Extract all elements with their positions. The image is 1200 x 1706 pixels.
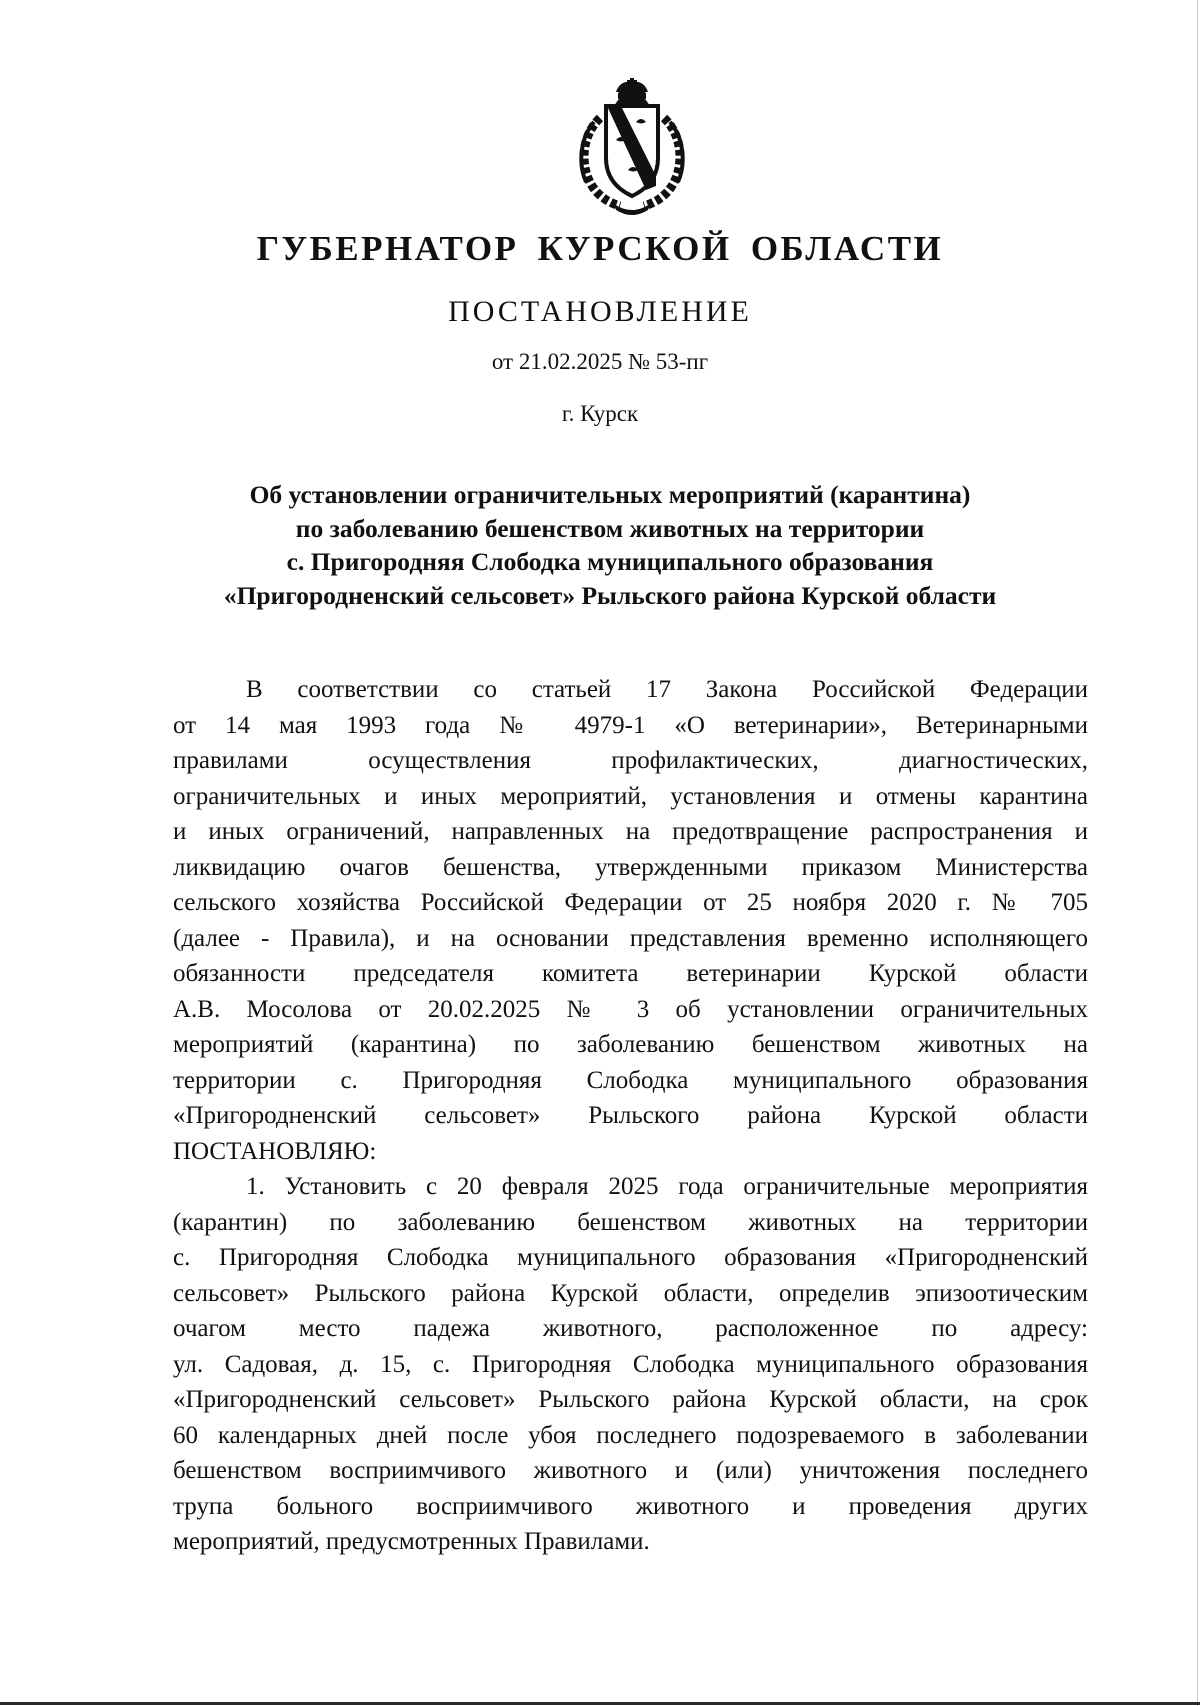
body-line: ул. Садовая, д. 15, с. Пригородняя Слободка муниципального образования bbox=[173, 1350, 1088, 1378]
heading-line: с. Пригородняя Слободка муниципального образования bbox=[286, 547, 934, 576]
body-line-decree: ПОСТАНОВЛЯЮ: bbox=[173, 1137, 377, 1165]
body-line: от 14 мая 1993 года № 4979-1 «О ветеринарии», Ветеринарными bbox=[173, 711, 1088, 739]
body-line: (далее - Правила), и на основании представления временно исполняющего bbox=[173, 924, 1088, 952]
body-line: мероприятий (карантина) по заболеванию бешенством животных на bbox=[173, 1031, 1088, 1058]
body-line: сельсовет» Рыльского района Курской области, определив эпизоотическим bbox=[173, 1279, 1088, 1307]
document-number: от 21.02.2025 № 53-пг bbox=[491, 349, 709, 374]
body-line: А.В. Мосолова от 20.02.2025 № 3 об установлении ограничительных bbox=[173, 995, 1088, 1023]
body-line: В соответствии со статьей 17 Закона Российской Федерации bbox=[246, 676, 1088, 703]
document-type: ПОСТАНОВЛЕНИЕ bbox=[448, 295, 752, 328]
body-line: 1. Установить с 20 февраля 2025 года ограничительные мероприятия bbox=[246, 1173, 1088, 1200]
body-line: очагом место падежа животного, расположенное по адресу: bbox=[173, 1315, 1088, 1342]
body-line: и иных ограничений, направленных на предотвращение распространения и bbox=[173, 818, 1088, 845]
coat-of-arms-icon bbox=[570, 78, 694, 218]
body-line: сельского хозяйства Российской Федерации от 25 ноября 2020 г. № 705 bbox=[173, 889, 1088, 916]
document-place: г. Курск bbox=[561, 401, 639, 426]
body-line: правилами осуществления профилактических, диагностических, bbox=[173, 747, 1088, 774]
body-line: трупа больного восприимчивого животного и проведения других bbox=[173, 1492, 1088, 1520]
heading-line: «Пригородненский сельсовет» Рыльского района Курской области bbox=[223, 580, 997, 610]
body-line: 60 календарных дней после убоя последнего подозреваемого в заболевании bbox=[173, 1421, 1088, 1449]
heading-line: Об установлении ограничительных мероприятий (карантина) bbox=[249, 480, 971, 509]
organization-title: ГУБЕРНАТОР КУРСКОЙ ОБЛАСТИ bbox=[256, 229, 944, 268]
document-body bbox=[173, 672, 1088, 1560]
body-line: (карантин) по заболеванию бешенством животных на территории bbox=[173, 1208, 1088, 1236]
body-line: бешенством восприимчивого животного и (или) уничтожения последнего bbox=[173, 1457, 1088, 1484]
body-line: территории с. Пригородняя Слободка муниципального образования bbox=[173, 1066, 1088, 1094]
body-line: ликвидацию очагов бешенства, утвержденными приказом Министерства bbox=[173, 853, 1088, 881]
scan-bottom-edge bbox=[0, 1702, 1200, 1705]
body-line: мероприятий, предусмотренных Правилами. bbox=[173, 1528, 650, 1555]
body-line: «Пригородненский сельсовет» Рыльского района Курской области, на срок bbox=[173, 1386, 1088, 1413]
body-line: с. Пригородняя Слободка муниципального образования «Пригородненский bbox=[173, 1244, 1088, 1271]
heading-line: по заболеванию бешенством животных на территории bbox=[295, 513, 925, 543]
body-line: ограничительных и иных мероприятий, установления и отмены карантина bbox=[173, 782, 1088, 810]
body-line: «Пригородненский сельсовет» Рыльского района Курской области bbox=[173, 1102, 1088, 1129]
body-line: обязанности председателя комитета ветеринарии Курской области bbox=[173, 960, 1088, 987]
document-heading bbox=[160, 478, 1060, 612]
